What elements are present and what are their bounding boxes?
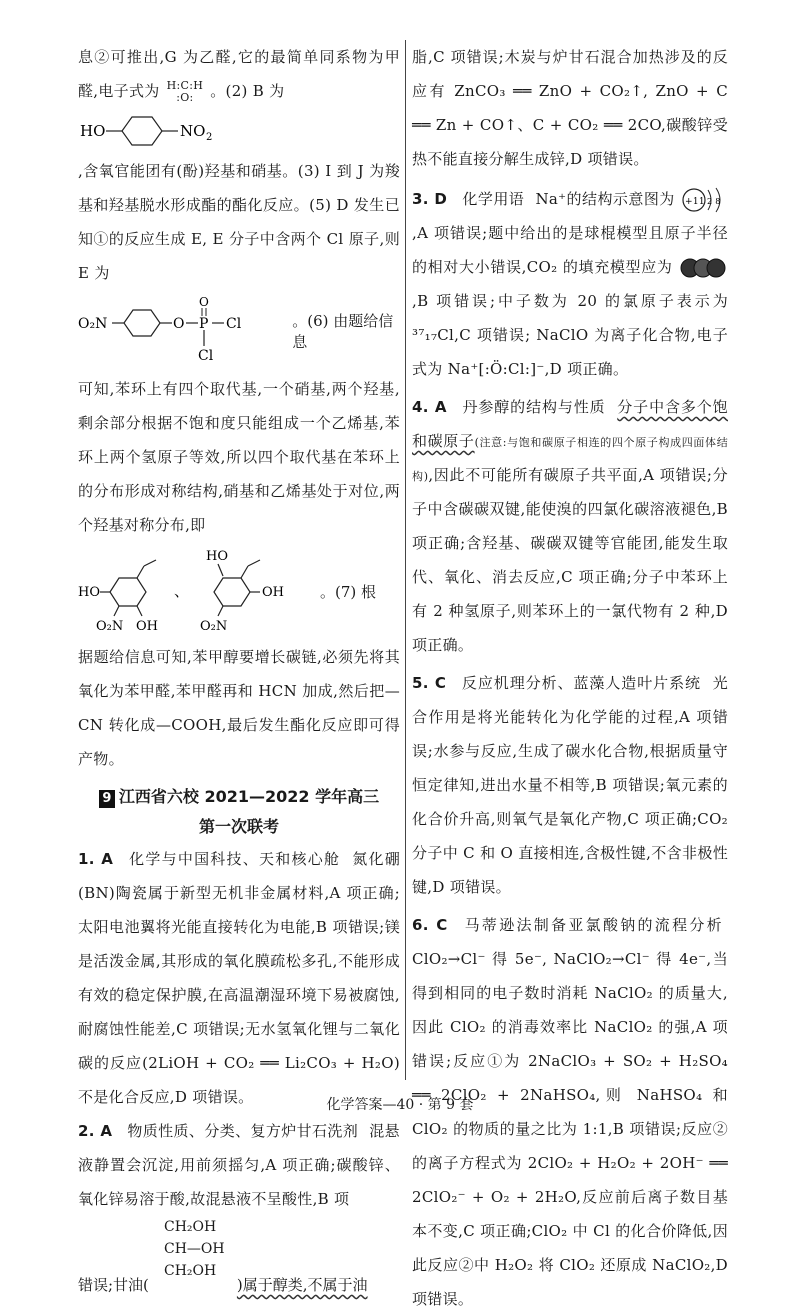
na-structure-diagram [680,186,728,214]
answer-text: Na⁺的结构示意图为 [535,190,675,208]
question-number: 4. A [412,398,447,416]
formaldehyde-electron-formula [167,80,204,104]
structure-diagram [78,296,282,366]
right-column [412,40,728,1316]
atom-o [707,259,725,277]
co2-space-filling-model [678,258,728,278]
compound-e-structure [78,296,400,366]
separator: 、 [174,582,190,600]
answer-text: ClO₂→Cl⁻ 得 5e⁻, NaClO₂→Cl⁻ 得 4e⁻,当得到相同的电子数时消耗 NaClO₂ 的质量大,因此 ClO₂ 的消毒效率比 NaClO₂ 的强,A 项错误;反应①为 2NaClO₃ + SO₂ + H₂SO₄ ══ 2ClO₂ + 2NaHSO₄,则 NaHSO₄ 和 ClO₂ 的物质的量之比为 1:1,B 项错误;反应②的离子方程式为 2ClO₂ + H₂O₂ + 2OH⁻ ══ 2ClO₂⁻ + O₂ + 2H₂O,反应前后离子数目基本不变,C 项正确;ClO₂ 中 Cl 的化合价降低,因此反应②中 H₂O₂ 将 ClO₂ 还原成 NaClO₂,D 项错误。 [412,950,728,1308]
question-topic: 马蒂逊法制备亚氯酸钠的流程分析 [464,916,722,934]
nitrophenol-structure [78,114,400,148]
question-topic: 物质性质、分类、复方炉甘石洗剂 [127,1122,359,1140]
subscript-2: 2 [206,132,213,143]
glycerol-line [78,1216,400,1308]
structure-diagram [78,114,238,148]
question-topic: 化学与中国科技、天和核心舱 [129,850,341,868]
vinyl-bond [241,566,248,578]
answer-text: 光合作用是将光能转化为化学能的过程,A 项错误;水参与反应,生成了碳水化合物,根据质量守恒定律知,进出水量不相等,B 项错误;氧元素的化合价升高,则氧气是氧化产物,C 项正确;CO₂ 分子中 C 和 O 直接相连,含极性键,不含非极性键,D 项错误。 [412,674,728,896]
isomer-structures [78,548,400,634]
question-2 [78,1114,400,1216]
isomer-2 [200,549,284,634]
question-1 [78,842,400,1114]
isomer-1 [78,560,158,634]
bond [114,606,119,616]
paragraph: 据题给信息可知,苯甲醇要增长碳链,必须先将其氧化为苯甲醛,苯甲醛再和 HCN 加成,然后把—CN 转化成—COOH,最后发生酯化反应即可得产物。 [78,648,400,768]
question-number: 5. C [412,674,447,692]
answer-text: ,B 项错误;中子数为 20 的氯原子表示为 ³⁷₁₇Cl,C 项错误; NaClO 为离子化合物,电子式为 Na⁺[:Ö:Cl:]⁻,D 项正确。 [412,292,728,378]
question-number: 6. C [412,916,448,934]
formula-bottom: :O: [176,91,194,104]
section-subtitle: 第一次联考 [198,817,279,836]
vinyl-bond [144,560,156,566]
struct-label: O [173,316,185,332]
benzene-ring [122,117,162,145]
nucleus-charge: +11 [684,197,705,207]
section-title [78,782,400,812]
left-column [78,40,400,1308]
answer-text: 混悬液静置会沉淀,用前须摇匀,A 项正确;碳酸锌、氧化锌易溶于酸,故混悬液不呈酸性,B 项 [78,1122,400,1208]
column-divider [405,40,406,1080]
section-number-badge: 9 [99,790,115,808]
benzene-ring [124,310,160,336]
struct-label: Cl [198,348,214,364]
struct-label: HO [78,585,100,600]
paragraph [78,40,400,108]
struct-label: O₂N [78,316,108,332]
paragraph: 可知,苯环上有四个取代基,一个硝基,两个羟基,剩余部分根据不饱和度只能组成一个乙烯基,苯环上两个氢原子等效,所以四个取代基在苯环上的分布形成对称结构,硝基和乙烯基处于对位,两个羟基对称分布,即 [78,380,400,534]
page-footer: 化学答案—40 · 第 9 套 [326,1097,474,1113]
text: )属于醇类,不属于油 [236,1276,368,1294]
answer-text: 分子中含多个饱和碳原子 [412,398,728,450]
question-number: 3. D [412,190,448,208]
question-topic: 化学用语 [462,190,525,208]
bond [218,606,223,616]
vinyl-bond [137,566,144,578]
glycerol-text [78,1268,400,1302]
shell-electrons: 2 8 [706,197,721,206]
vinyl-bond [248,560,260,566]
struct-label: O₂N [96,619,124,634]
structure-diagram [78,548,310,634]
paragraph: 脂,C 项错误;木炭与炉甘石混合加热涉及的反应有 ZnCO₃ ══ ZnO + CO₂↑, ZnO + C ══ Zn + CO↑、C + CO₂ ══ 2CO,碳酸锌受热不能直接分解生成锌,D 项错误。 [412,48,728,168]
question-topic: 反应机理分析、蓝藻人造叶片系统 [461,674,701,692]
answer-text: ,因此不可能所有碳原子共平面,A 项错误;分子中含碳碳双键,能使溴的四氯化碳溶液褪色,B 项正确;含羟基、碳碳双键等官能团,能发生取代、氧化、消去反应,C 项正确;分子中苯环上有 2 种氢原子,则苯环上的一氯代物有 2 种,D 项正确。 [412,466,728,654]
bond [137,606,142,616]
text: 。(2) B 为 [210,82,285,100]
struct-label: P [199,316,209,332]
glycerol-row: CH₂OH [164,1263,217,1279]
question-5 [412,666,728,904]
question-number: 1. A [78,850,114,868]
section-heading [78,782,400,842]
benzene-ring [110,578,146,606]
struct-label: Cl [226,316,242,332]
question-4 [412,390,728,662]
answer-text: ,A 项错误;题中给出的是球棍模型且原子半径的相对大小错误,CO₂ 的填充模型应为 [412,224,728,276]
struct-label: HO [206,549,228,564]
struct-label: OH [136,619,158,634]
glycerol-row: CH₂OH [164,1219,217,1235]
struct-label: O₂N [200,619,228,634]
struct-label-no2: NO [180,122,206,140]
glycerol-row: CH—OH [164,1241,225,1257]
benzene-ring [214,578,250,606]
question-3 [412,182,728,386]
text: 息②可推出,G 为乙醛,它的最简单同系物为甲醛,电子式为 [78,48,400,100]
question-number: 2. A [78,1122,113,1140]
text: 。(6) 由题给信息 [292,312,394,351]
text: 错误;甘油( [78,1276,149,1294]
annotation-note: (注意:与饱和碳原子相连的四个原子构成四面体结构) [412,436,728,483]
struct-label-ho: HO [80,122,106,140]
question-topic: 丹参醇的结构与性质 [462,398,606,416]
answer-text: 氮化硼(BN)陶瓷属于新型无机非金属材料,A 项正确;太阳电池翼将光能直接转化为电能,B 项错误;镁是活泼金属,其形成的氧化膜疏松多孔,不能形成有效的稳定保护膜,在高温潮湿环境下易被腐蚀,耐腐蚀性能差,C 项错误;无水氢氧化锂与二氧化碳的反应(2LiOH + CO₂ ══ Li₂CO₃ + H₂O) 不是化合反应,D 项错误。 [78,850,400,1106]
paragraph: ,含氧官能团有(酚)羟基和硝基。(3) I 到 J 为羧基和羟基脱水形成酯的酯化反应。(5) D 发生已知①的反应生成 E, E 分子中含两个 Cl 原子,则 E 为 [78,162,400,282]
bond [218,564,223,576]
section-title-text: 江西省六校 2021—2022 学年高三 [118,787,380,806]
text: 。(7) 根 [320,582,377,601]
struct-label: O [199,296,209,309]
struct-label: OH [262,585,284,600]
formula-top: H:C:H [166,79,204,92]
